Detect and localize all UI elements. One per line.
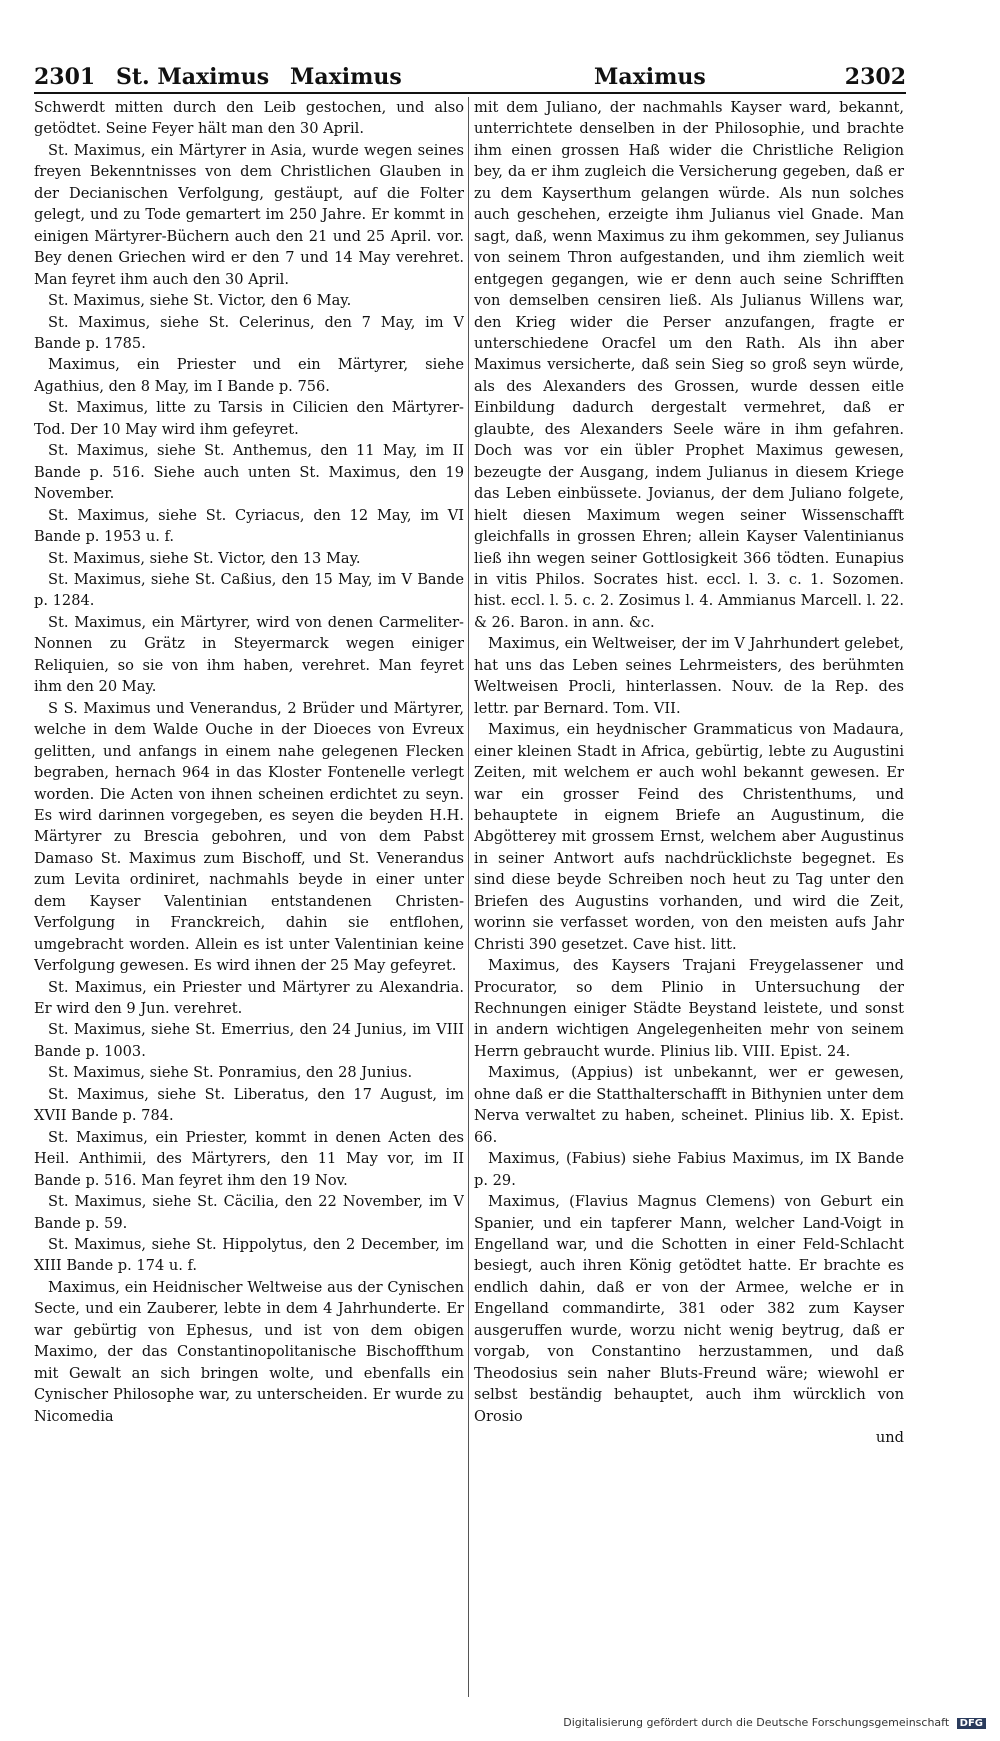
paragraph: St. Maximus, siehe St. Ponramius, den 28 Junius. <box>48 1064 413 1082</box>
paragraph: Maximus, ein Priester und ein Märtyrer, siehe Agathius, den 8 May, im I Bande p. 756. <box>34 356 464 395</box>
dfg-logo: DFG <box>957 1718 986 1729</box>
paragraph: St. Maximus, siehe St. Anthemus, den 11 May, im II Bande p. 516. Siehe auch unten St. Maximus, den 19 November. <box>34 442 464 503</box>
running-header <box>34 64 906 94</box>
paragraph: St. Maximus, siehe St. Victor, den 13 May. <box>48 549 361 567</box>
paragraph: Schwerdt mitten durch den Leib gestochen, und also getödtet. Seine Feyer hält man den 30 April. <box>34 99 464 138</box>
paragraph: Maximus, ein Heidnischer Weltweise aus der Cynischen Secte, und ein Zauberer, lebte in dem 4 Jahrhunderte. Er war gebürtig von Ephesus, und ist von dem obigen Maximo, der das Constantinopolitanische Bischoffthum mit Gewalt an sich bringen wolte, und ebenfalls ein Cynischer Philosophe war, zu unterscheiden. Er wurde zu Nicomedia <box>34 1278 464 1425</box>
paragraph: St. Maximus, siehe St. Liberatus, den 17 August, im XVII Bande p. 784. <box>34 1085 464 1125</box>
paragraph: St. Maximus, siehe St. Victor, den 6 May. <box>48 292 352 310</box>
paragraph: St. Maximus, ein Priester, kommt in denen Acten des Heil. Anthimii, des Märtyrers, den 11 May vor, im II Bande p. 516. Man feyret ihm den 19 Nov. <box>34 1128 464 1189</box>
left-column <box>34 97 464 1707</box>
paragraph: Maximus, (Flavius Magnus Clemens) von Geburt ein Spanier, und ein tapferer Mann, welcher Land-Voigt in Engelland war, und die Schotten in einer Feld-Schlacht besiegt, auch ihren König getödtet hatte. Er brachte es endlich dahin, daß er von der Armee, welche er in Engelland commandirte, 381 oder 382 zum Kayser ausgeruffen wurde, worzu nicht wenig beytrug, daß er vorgab, von Constantino herzustammen, und daß Theodosius sein naher Bluts-Freund wäre; wiewohl er selbst beständig behauptet, auch ihm würcklich von Orosio <box>474 1193 904 1425</box>
paragraph: Maximus, (Fabius) siehe Fabius Maximus, im IX Bande p. 29. <box>474 1150 904 1189</box>
paragraph: S S. Maximus und Venerandus, 2 Brüder und Märtyrer, welche in dem Walde Ouche in der Dioeces von Evreux gelitten, und anfangs in einem nahe gelegenen Flecken begraben, hernach 964 in das Kloster Fontenelle verlegt worden. Die Acten von ihnen scheinen erdichtet zu seyn. Es wird darinnen vorgegeben, es seyen die beyden H.H. Märtyrer zu Brescia gebohren, und von dem Pabst Damaso St. Maximus zum Bischoff, und St. Venerandus zum Levita ordiniret, nachmahls beyde in einer unter dem Kayser Valentinian entstandenen Christen-Verfolgung in Franckreich, dahin sie entflohen, umgebracht worden. Allein es ist unter Valentinian keine Verfolgung gewesen. Es wird ihnen der 25 May gefeyret. <box>34 699 464 975</box>
paragraph: St. Maximus, siehe St. Cäcilia, den 22 November, im V Bande p. 59. <box>34 1193 464 1232</box>
paragraph: Maximus, des Kaysers Trajani Freygelassener und Procurator, so dem Plinio in Untersuchung der Rechnungen einiger Städte Beystand leistete, und sonst in andern wichtigen Angelegenheiten mehr von seinem Herrn gebraucht wurde. Plinius lib. VIII. Epist. 24. <box>474 957 904 1060</box>
left-page-number: 2301 <box>34 64 96 90</box>
paragraph: St. Maximus, litte zu Tarsis in Cilicien den Märtyrer-Tod. Der 10 May wird ihm gefeyret. <box>34 399 464 438</box>
paragraph: mit dem Juliano, der nachmahls Kayser ward, bekannt, unterrichtete denselben in der Philosophie, und brachte ihm einen grossen Haß wider die Christliche Religion bey, da er ihm zugleich die Versicherung gegeben, daß er zu dem Kayserthum gelangen würde. Als nun solches auch geschehen, erzeigte ihm Julianus viel Gnade. Man sagt, daß, wenn Maximus zu ihm gekommen, sey Julianus von seinem Thron aufgestanden, und ihm ziemlich weit entgegen gegangen, wie er denn auch seine Schrifften von demselben censiren ließ. Als Julianus Willens war, den Krieg wider die Perser anzufangen, fragte er unterschiedene Oracfel um den Rath. Als ihn aber Maximus versicherte, daß sein Sieg so groß seyn würde, als des Alexanders des Grossen, wurde dessen eitle Einbildung dadurch dergestalt vermehret, daß er glaubte, des Alexanders Seele wäre in ihm gefahren. Doch was vor ein übler Prophet Maximus gewesen, bezeugte der Ausgang, indem Julianus in diesem Kriege das Leben einbüssete. Jovianus, der dem Juliano folgete, hielt diesen Maximum wegen seiner Wissenschafft gleichfalls in grossen Ehren; allein Kayser Valentinianus ließ ihn wegen seiner Gottlosigkeit 366 tödten. Eunapius in vitis Philos. Socrates hist. eccl. l. 3. c. 1. Sozomen. hist. eccl. l. 5. c. 2. Zosimus l. 4. Ammianus Marcell. l. 22. & 26. Baron. in ann. &c. <box>474 99 904 631</box>
header-rule <box>34 92 906 94</box>
column-divider <box>468 97 469 1697</box>
right-page-number: 2302 <box>844 64 906 90</box>
paragraph: St. Maximus, ein Märtyrer in Asia, wurde wegen seines freyen Bekenntnisses von dem Christlichen Glauben in der Decianischen Verfolgung, gestäupt, auf die Folter gelegt, und zu Tode gemartert im 250 Jahre. Er kommt in einigen Märtyrer-Büchern auch den 21 und 25 April. vor. Bey denen Griechen wird er den 7 und 14 May verehret. Man feyret ihm auch den 30 April. <box>34 141 464 288</box>
left-running-title-2: Maximus <box>290 64 402 90</box>
right-column <box>474 97 904 1707</box>
paragraph: St. Maximus, siehe St. Caßius, den 15 May, im V Bande p. 1284. <box>34 570 464 610</box>
paragraph: Maximus, (Appius) ist unbekannt, wer er gewesen, ohne daß er die Statthalterschafft in Bithynien unter dem Nerva verwaltet zu haben, scheinet. Plinius lib. X. Epist. 66. <box>474 1064 904 1146</box>
digitization-footer <box>563 1716 986 1729</box>
paragraph: Maximus, ein Weltweiser, der im V Jahrhundert gelebet, hat uns das Leben seines Lehrmeisters, des berühmten Weltweisen Procli, hinterlassen. Nouv. de la Rep. des lettr. par Bernard. Tom. VII. <box>474 635 904 717</box>
paragraph: St. Maximus, siehe St. Emerrius, den 24 Junius, im VIII Bande p. 1003. <box>34 1021 464 1060</box>
paragraph: St. Maximus, ein Märtyrer, wird von denen Carmeliter-Nonnen zu Grätz in Steyermarck wegen einiger Reliquien, so sie von ihm haben, verehret. Man feyret ihm den 20 May. <box>34 613 464 696</box>
paragraph: St. Maximus, ein Priester und Märtyrer zu Alexandria. Er wird den 9 Jun. verehret. <box>34 978 464 1018</box>
catchword: und <box>875 1429 904 1447</box>
paragraph: St. Maximus, siehe St. Hippolytus, den 2 December, im XIII Bande p. 174 u. f. <box>34 1236 464 1275</box>
left-running-title: St. Maximus <box>116 64 270 90</box>
paragraph: St. Maximus, siehe St. Cyriacus, den 12 May, im VI Bande p. 1953 u. f. <box>34 506 464 546</box>
footer-text: Digitalisierung gefördert durch die Deutsche Forschungsgemeinschaft <box>563 1716 950 1729</box>
paragraph: St. Maximus, siehe St. Celerinus, den 7 May, im V Bande p. 1785. <box>34 313 464 352</box>
right-running-title: Maximus <box>594 64 706 90</box>
paragraph: Maximus, ein heydnischer Grammaticus von Madaura, einer kleinen Stadt in Africa, gebürtig, lebte zu Augustini Zeiten, mit welchem er auch wohl bekannt gewesen. Er war ein grosser Feind des Christenthums, und behauptete in eignem Briefe an Augustinum, die Abgötterey mit grossem Ernst, welchem aber Augustinus in seiner Antwort aufs nachdrücklichste begegnet. Es sind diese beyde Schreiben noch heut zu Tag unter den Briefen des Augustins vorhanden, und wird die Zeit, worinn sie verfasset worden, von den meisten aufs Jahr Christi 390 gesetzet. Cave hist. litt. <box>474 721 904 953</box>
